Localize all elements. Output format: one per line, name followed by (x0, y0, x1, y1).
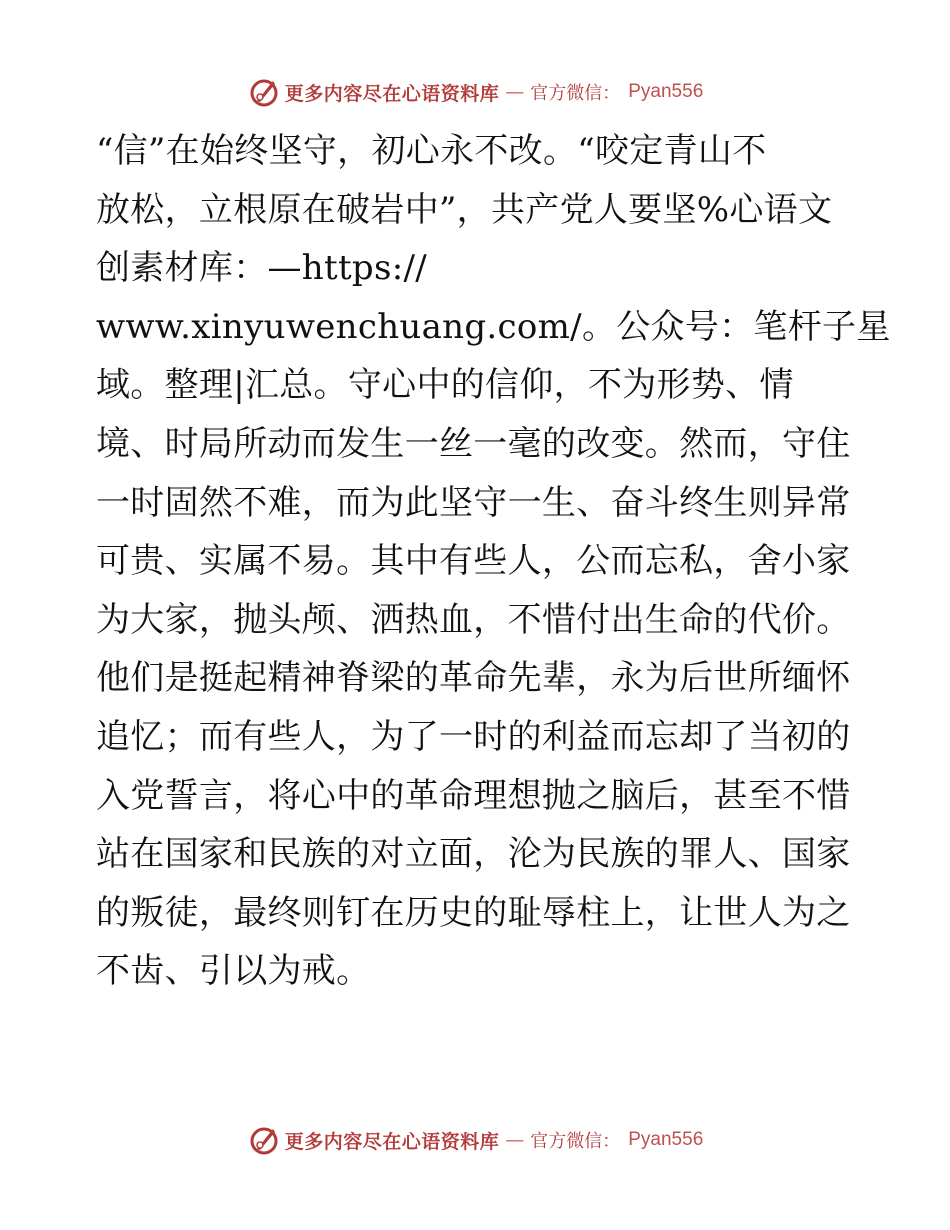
banner-dash: — (505, 81, 525, 103)
quill-logo-icon (247, 75, 281, 109)
quill-logo-icon (247, 1123, 281, 1157)
body-line: 追忆；而有些人，为了一时的利益而忘却了当初的 (96, 716, 851, 757)
document-body (96, 122, 891, 1001)
body-line: 域。整理|汇总。守心中的信仰，不为形势、情 (96, 365, 794, 406)
banner-dash: — (505, 1129, 525, 1151)
body-line: 创素材库：—https:// (96, 248, 428, 289)
official-wechat-label: 官方微信： (530, 1131, 621, 1152)
body-line: www.xinyuwenchuang.com/。公众号：笔杆子星 (96, 306, 891, 347)
promo-text: 更多内容尽在心语资料库 (284, 1130, 500, 1153)
body-line: 境、时局所动而发生一丝一毫的改变。然而，守住 (96, 423, 851, 464)
body-line: “信”在始终坚守，初心永不改。“咬定青山不 (96, 131, 767, 171)
official-wechat-label: 官方微信： (530, 83, 621, 104)
wechat-id: Pyan556 (628, 81, 704, 102)
body-line: 为大家，抛头颅、洒热血，不惜付出生命的代价。 (96, 599, 851, 640)
body-line: 入党誓言，将心中的革命理想抛之脑后，甚至不惜 (96, 775, 851, 816)
body-line: 不齿、引以为戒。 (96, 951, 371, 992)
body-line: 一时固然不难，而为此坚守一生、奋斗终生则异常 (96, 482, 851, 523)
body-line: 可贵、实属不易。其中有些人，公而忘私，舍小家 (96, 541, 851, 582)
body-line: 的叛徒，最终则钉在历史的耻辱柱上，让世人为之 (96, 892, 851, 933)
promo-text: 更多内容尽在心语资料库 (284, 82, 500, 105)
wechat-id: Pyan556 (628, 1129, 704, 1150)
body-line: 站在国家和民族的对立面，沦为民族的罪人、国家 (96, 834, 851, 875)
footer-banner (0, 1118, 950, 1162)
body-line: 放松，立根原在破岩中”，共产党人要坚%心语文 (96, 189, 833, 230)
body-line: 他们是挺起精神脊梁的革命先辈，永为后世所缅怀 (96, 658, 851, 699)
header-banner (0, 70, 950, 114)
